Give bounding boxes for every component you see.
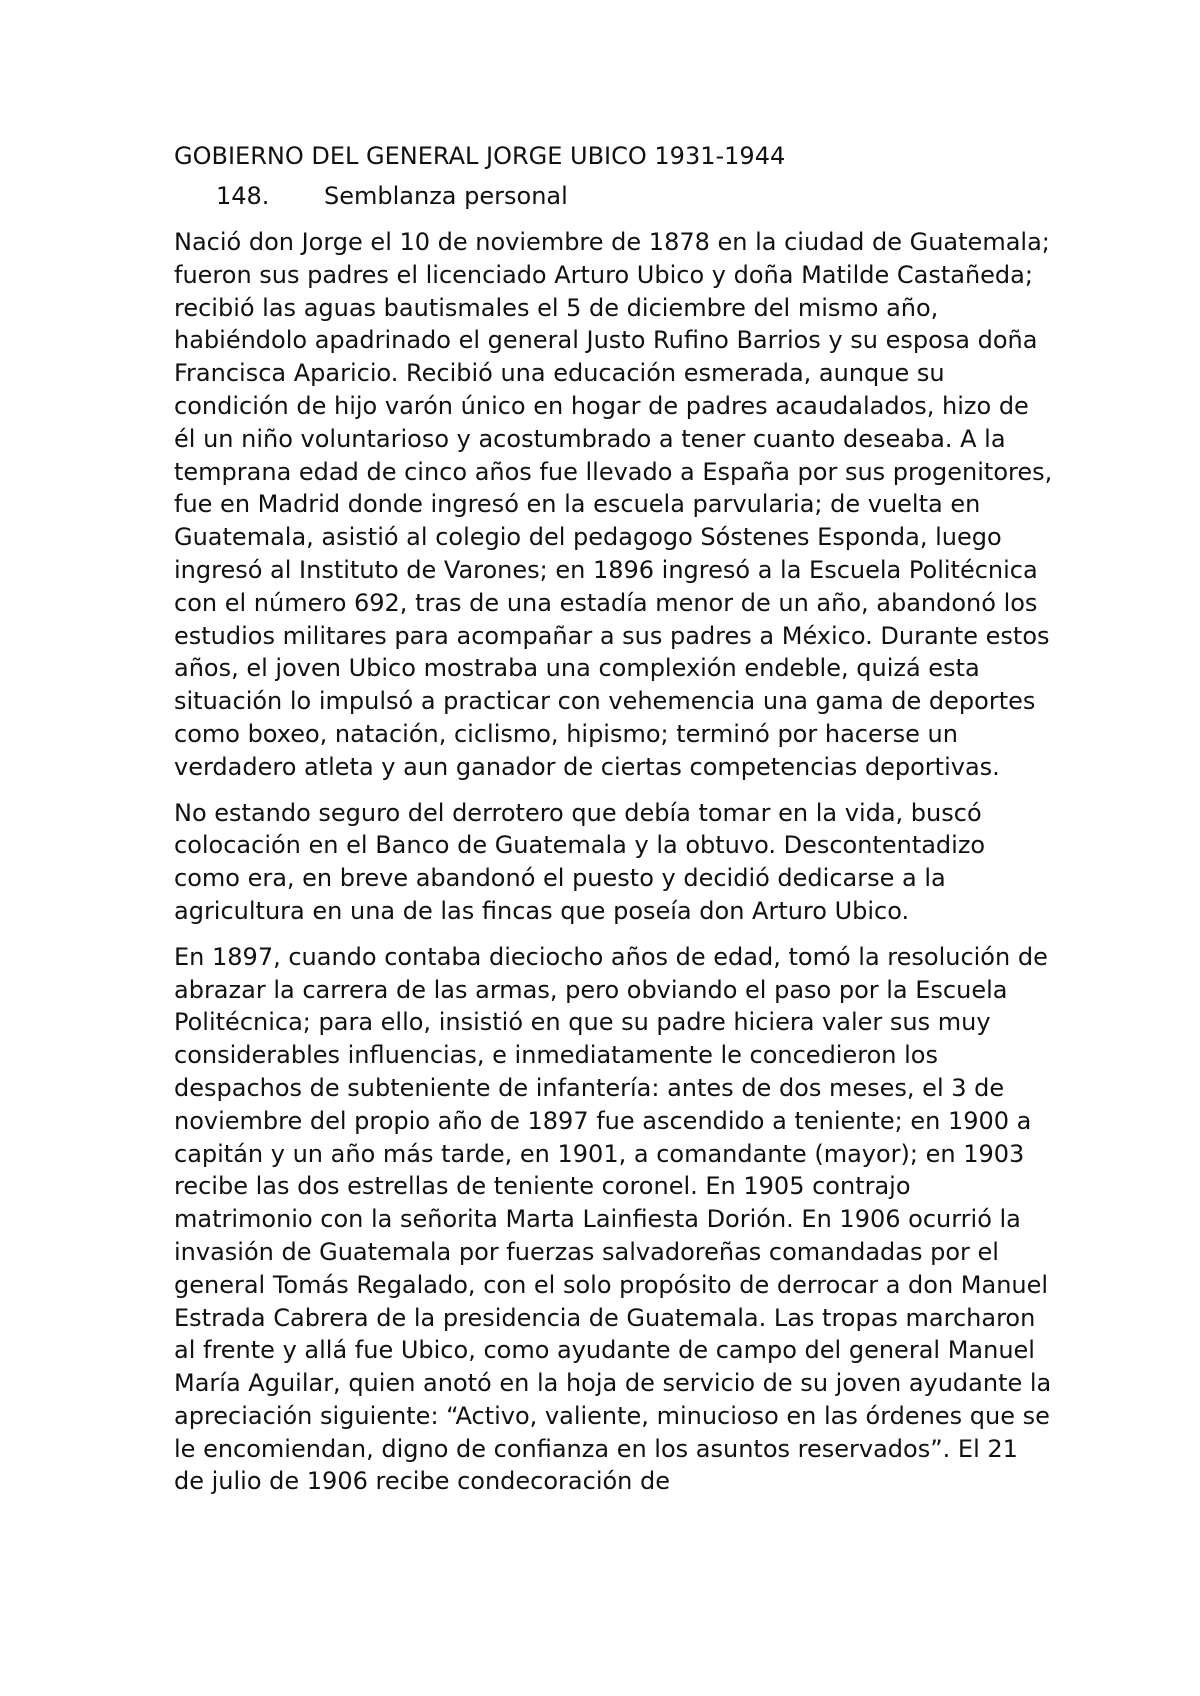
body-paragraph-3: En 1897, cuando contaba dieciocho años de edad, tomó la resolución de abrazar la carrera de las armas, pero obviando el paso por la Escuela Politécnica; para ello, insistió en que su padre hiciera valer sus muy considerables influencias, e inmediatamente le concedieron los despachos de subteniente de infantería: antes de dos meses, el 3 de noviembre del propio año de 1897 fue ascendido a teniente; en 1900 a capitán y un año más tarde, en 1901, a comandante (mayor); en 1903 recibe las dos estrellas de teniente coronel. En 1905 contrajo matrimonio con la señorita Marta Lainfiesta Dorión. En 1906 ocurrió la invasión de Guatemala por fuerzas salvadoreñas comandadas por el general Tomás Regalado, con el solo propósito de derrocar a don Manuel Estrada Cabrera de la presidencia de Guatemala. Las tropas marcharon al frente y allá fue Ubico, como ayudante de campo del general Manuel María Aguilar, quien anotó en la hoja de servicio de su joven ayudante la apreciación siguiente: “Activo, valiente, minucioso en las órdenes que se le encomiendan, digno de confianza en los asuntos reservados”. El 21 de julio de 1906 recibe condecoración de xyxy=(174,942,1052,1496)
document-page xyxy=(174,140,1054,1498)
section-title: Semblanza personal xyxy=(324,182,568,210)
body-paragraph-2: No estando seguro del derrotero que debía tomar en la vida, buscó colocación en el Banco de Guatemala y la obtuvo. Descontentadizo como era, en breve abandonó el puesto y decidió dedicarse a la agricultura en una de las fincas que poseía don Arturo Ubico. xyxy=(174,798,986,925)
document-title: GOBIERNO DEL GENERAL JORGE UBICO 1931-1944 xyxy=(174,142,786,170)
body-paragraph-1: Nació don Jorge el 10 de noviembre de 1878 en la ciudad de Guatemala; fueron sus padres el licenciado Arturo Ubico y doña Matilde Castañeda; recibió las aguas bautismales el 5 de diciembre del mismo año, habiéndolo apadrinado el general Justo Rufino Barrios y su esposa doña Francisca Aparicio. Recibió una educación esmerada, aunque su condición de hijo varón único en hogar de padres acaudalados, hizo de él un niño voluntarioso y acostumbrado a tener cuanto deseaba. A la temprana edad de cinco años fue llevado a España por sus progenitores, fue en Madrid donde ingresó en la escuela parvularia; de vuelta en Guatemala, asistió al colegio del pedagogo Sóstenes Esponda, luego ingresó al Instituto de Varones; en 1896 ingresó a la Escuela Politécnica con el número 692, tras de una estadía menor de un año, abandonó los estudios militares para acompañar a sus padres a México. Durante estos años, el joven Ubico mostraba una complexión endeble, quizá esta situación lo impulsó a practicar con vehemencia una gama de deportes como boxeo, natación, ciclismo, hipismo; terminó por hacerse un verdadero atleta y aun ganador de ciertas competencias deportivas. xyxy=(174,228,1053,781)
section-number: 148. xyxy=(216,182,270,210)
section-heading xyxy=(174,180,1054,212)
